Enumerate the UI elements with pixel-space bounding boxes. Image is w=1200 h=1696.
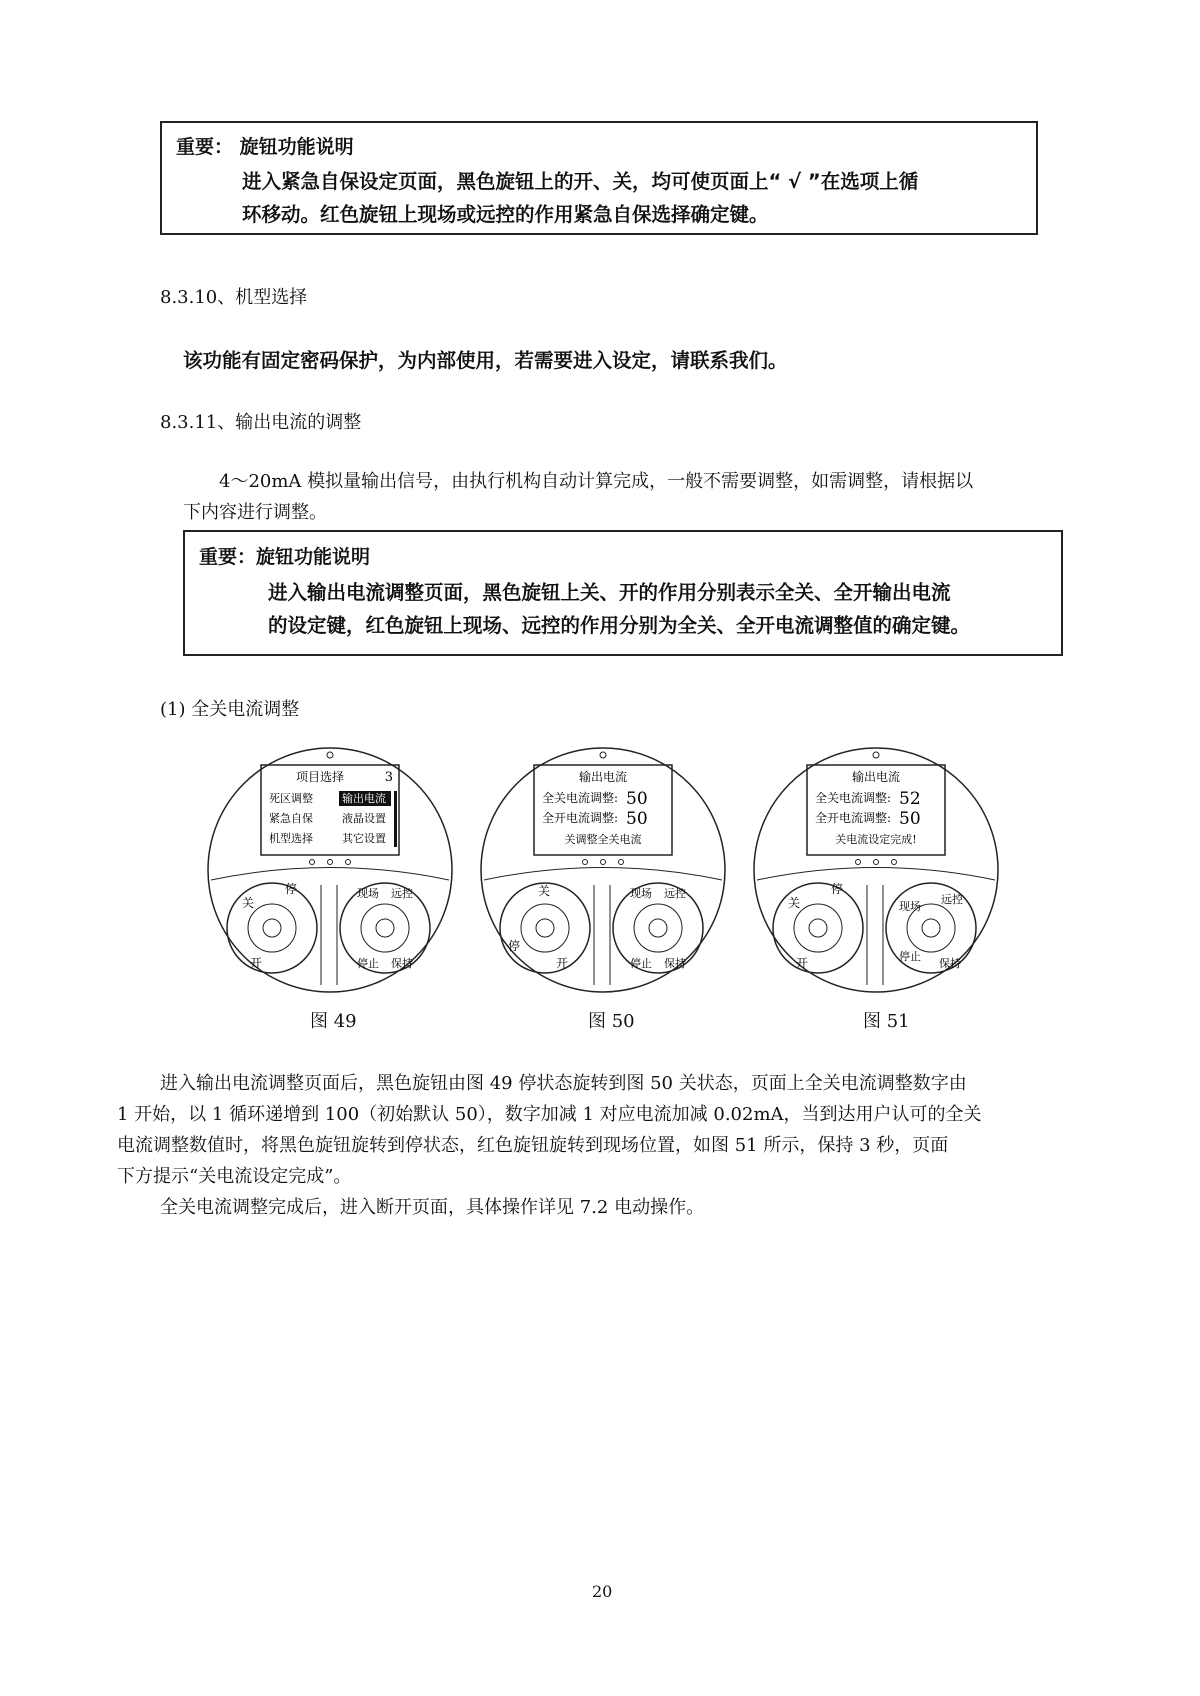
page-number: 20 [592,1582,613,1601]
actuator-diagram [478,745,728,995]
note-body [268,576,970,642]
figure-49 [205,745,455,999]
screen-line-label: 全关电流调整: [815,791,892,805]
figure-50 [478,745,728,999]
note-line: 的设定键，红色旋钮上现场、远控的作用分别为全关、全开电流调整值的确定键。 [268,614,971,637]
knob-label: 保持 [391,957,413,970]
knob-label: 开 [250,956,263,970]
note-title: 重要：旋钮功能说明 [199,546,371,568]
body-line: 1 开始，以 1 循环递增到 100（初始默认 50），数字加减 1 对应电流加减 0.02mA，当到达用户认可的全关 [117,1104,982,1125]
knob-label: 停止 [357,957,379,970]
note-title: 重要： 旋钮功能说明 [176,136,354,158]
figure-51 [751,745,1001,999]
body-line: 进入输出电流调整页面后，黑色旋钮由图 49 停状态旋转到图 50 关状态，页面上全关电流调整数字由 [160,1073,967,1094]
screen-title: 项目选择 [295,770,345,784]
red-knob [613,883,703,973]
note-line: 进入紧急自保设定页面，黑色旋钮上的开、关，均可使页面上“ √ ”在选项上循 [242,170,919,193]
body-line: 电流调整数值时，将黑色旋钮旋转到停状态，红色旋钮旋转到现场位置，如图 51 所示，保持 3 秒，页面 [117,1135,949,1156]
intro-line: 4～20mA 模拟量输出信号，由执行机构自动计算完成，一般不需要调整，如需调整，请根据以 [219,471,974,492]
subsection-label: (1) 全关电流调整 [160,699,300,720]
screen-line-value: 50 [899,809,921,829]
screen-title: 输出电流 [851,770,901,784]
knob-label: 停止 [630,957,652,970]
body-paragraph-1 [117,1068,1077,1192]
knob-label: 关 [538,884,551,898]
screen-line-label: 全关电流调整: [542,791,619,805]
knob-label: 现场 [630,887,652,900]
figure-caption-49: 图 49 [310,1011,357,1032]
intro-paragraph [183,466,1103,528]
screen-status: 关调整全关电流 [564,833,642,846]
knob-label: 远控 [664,887,686,900]
note-box-knob-function-2 [183,530,1063,656]
knob-label: 现场 [899,900,921,913]
note-line: 环移动。红色旋钮上现场或远控的作用紧急自保选择确定键。 [242,203,769,226]
scrollbar [394,791,397,847]
knob-label: 保持 [939,957,961,970]
knob-label: 停止 [899,950,921,963]
knob-label: 现场 [357,887,379,900]
knob-label: 关 [788,896,801,910]
screen-line-label: 全开电流调整: [815,811,892,825]
actuator-diagram [751,745,1001,995]
screen-status: 关电流设定完成! [835,833,917,846]
intro-line: 下内容进行调整。 [183,502,327,523]
actuator-diagram [205,745,455,995]
menu-item: 其它设置 [342,832,386,845]
knob-label: 保持 [664,957,686,970]
note-line: 进入输出电流调整页面，黑色旋钮上关、开的作用分别表示全关、全开输出电流 [268,581,951,604]
section-heading-8-3-11: 8.3.11、输出电流的调整 [160,412,362,433]
knob-label: 开 [796,956,809,970]
section-heading-8-3-10: 8.3.10、机型选择 [160,287,308,308]
figure-caption-50: 图 50 [588,1011,635,1032]
menu-item: 死区调整 [269,792,313,805]
knob-label: 远控 [941,893,963,906]
screen-line-value: 50 [626,809,648,829]
red-knob [340,883,430,973]
menu-item: 液晶设置 [342,812,386,825]
menu-item: 紧急自保 [269,812,313,825]
black-knob [773,883,863,973]
figure-caption-51: 图 51 [863,1011,910,1032]
body-line: 下方提示“关电流设定完成”。 [117,1166,352,1187]
knob-label: 停 [831,882,844,896]
knob-label: 远控 [391,887,413,900]
screen-page: 3 [384,770,393,785]
note-body [242,165,918,231]
screen-line-value: 50 [626,789,648,809]
menu-item: 机型选择 [269,832,313,845]
body-paragraph-2: 全关电流调整完成后，进入断开页面，具体操作详见 7.2 电动操作。 [160,1197,705,1218]
knob-label: 停 [508,939,521,953]
screen-line-label: 全开电流调整: [542,811,619,825]
note-box-knob-function-1 [160,121,1038,235]
menu-item-selected: 输出电流 [342,792,386,805]
screen-line-value: 52 [899,789,921,809]
knob-label: 关 [242,896,255,910]
password-note: 该功能有固定密码保护，为内部使用，若需要进入设定，请联系我们。 [183,349,788,372]
black-knob [227,883,317,973]
knob-label: 开 [556,956,569,970]
knob-label: 停 [285,882,298,896]
screen-title: 输出电流 [578,770,628,784]
